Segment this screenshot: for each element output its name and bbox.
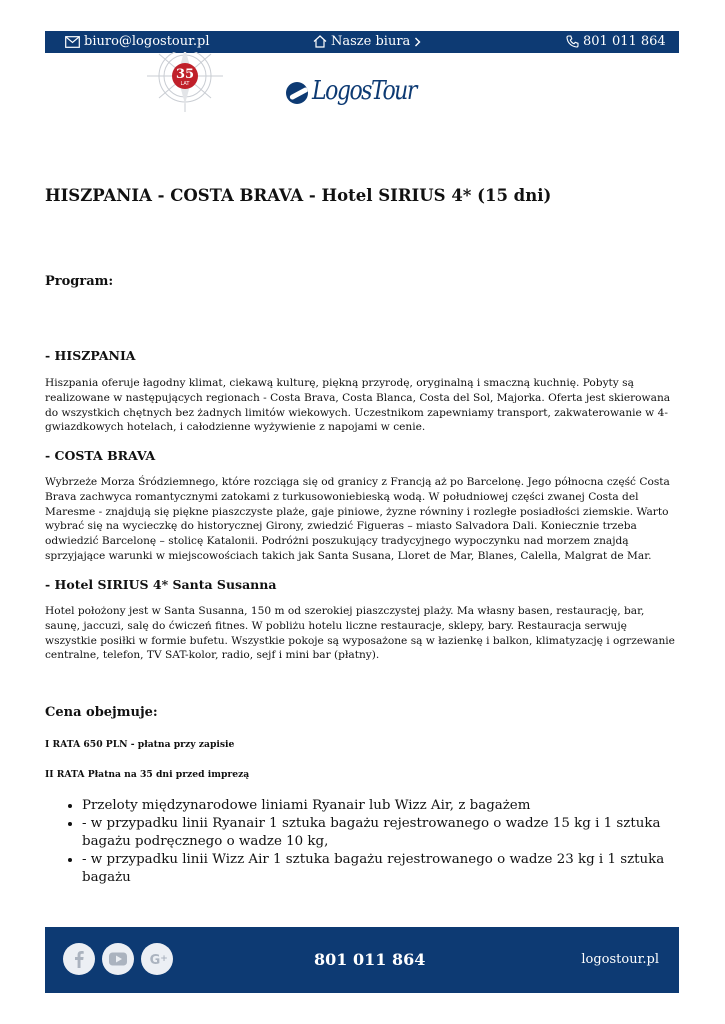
anniversary-badge-logo [145,52,225,114]
list-item: • Przeloty międzynarodowe liniami Ryanair lub Wizz Air, z bagażem [82,797,682,815]
section-text-costa-brava: Wybrzeże Morza Śródziemnego, które rozciąga się od granicy z Francją aż po Barcelonę. Jego północna część Costa Brava zachwyca romantycznymi zatokami z turkusowoniebieską wodą. W południowej części zwanej Costa del Maresme - znajdują się piękne piaszczyste plaże, gaje piniowe, żyzne równiny i rozległe posiadłości ziemskie. Warto wybrać się na wycieczkę do historycznej Girony, zwiedzić Figueras – miasto Salvadora Dali. Koniecznie trzeba odwiedzić Barcelonę – stolicę Katalonii. Podróżni poszukujący tradycyjnego wypoczynku nad morzem znajdą sprzyjające warunki w miejscowościach takich jak Santa Susana, Lloret de Mar, Blanes, Calella, Malgrat de Mar. [45,476,670,562]
list-item: • - w przypadku linii Ryanair 1 sztuka bagażu rejestrowanego o wadze 15 kg i 1 sztuka bagażu podręcznego o wadze 10 kg, [82,815,682,851]
section-text-hiszpania: Hiszpania oferuje łagodny klimat, ciekawą kulturę, piękną przyrodę, oryginalną i smaczną kuchnię. Pobyty są realizowane w następujących regionach - Costa Brava, Costa Blanca, Costa del Sol, Majorka. Oferta jest skierowana do wszystkich chętnych bez żadnych limitów wiekowych. Uczestnikom zapewniamy transport, zakwaterowanie w 4-gwiazdkowych hotelach, i całodzienne wyżywienie z napojami w cenie. [45,377,671,434]
svg-text:G: G [149,953,161,968]
email-link[interactable] [65,34,210,49]
phone-icon [566,35,579,48]
badge-word: LAT [180,81,190,87]
price-includes-list [64,797,682,887]
top-contact-bar [45,31,679,53]
envelope-icon [65,36,80,48]
phone-text: 801 011 864 [583,34,666,49]
section-heading-costa-brava: - COSTA BRAVA [45,448,156,463]
page-title: HISZPANIA - COSTA BRAVA - Hotel SIRIUS 4* (15 dni) [45,186,552,205]
installment-1: I RATA 650 PLN - płatna przy zapisie [45,739,235,750]
brand-name: LogosTour [312,76,416,106]
email-text: biuro@logostour.pl [84,34,210,49]
section-text-hotel: Hotel położony jest w Santa Susanna, 150 m od szerokiej piaszczystej plaży. Ma własny basen, restaurację, bar, saunę, jaccuzi, salę do ćwiczeń fitnes. W pobliżu hotelu liczne restauracje, sklepy, bary. Restauracja serwuję wszystkie posiłki w formie bufetu. Wszystkie pokoje są wyposażone są w łazienkę i balkon, klimatyzację i ogrzewanie centralne, telefon, TV SAT-kolor, radio, sejf i mini bar (płatny). [45,605,675,662]
home-icon [313,35,327,48]
list-item: • - w przypadku linii Wizz Air 1 sztuka bagażu rejestrowanego o wadze 23 kg i 1 sztuka bagażu [82,851,682,887]
phone-link[interactable] [566,34,666,49]
offices-link[interactable] [313,34,421,49]
offices-text: Nasze biura [331,34,411,49]
facebook-icon[interactable] [63,943,95,975]
installment-2: II RATA Płatna na 35 dni przed imprezą [45,769,250,780]
footer-bar [45,927,679,993]
svg-text:+: + [160,954,168,964]
footer-phone[interactable]: 801 011 864 [314,950,426,969]
price-heading: Cena obejmuje: [45,705,158,720]
section-heading-hotel: - Hotel SIRIUS 4* Santa Susanna [45,577,277,592]
footer-website-link[interactable]: logostour.pl [581,952,659,967]
chevron-right-icon [414,37,421,47]
logo-mark-icon [286,82,308,104]
logostour-logo[interactable] [286,76,416,116]
google-plus-icon[interactable] [141,943,173,975]
section-heading-hiszpania: - HISZPANIA [45,348,136,363]
program-heading: Program: [45,274,114,289]
youtube-icon[interactable] [102,943,134,975]
badge-number: 35 [175,67,195,82]
